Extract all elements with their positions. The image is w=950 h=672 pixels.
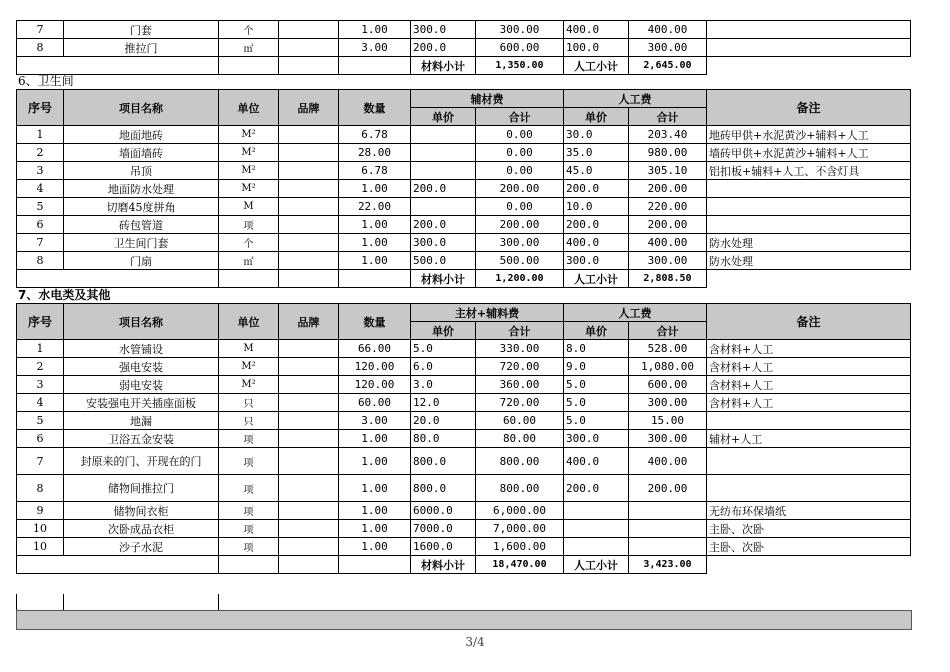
material-unit-price: 500.0 (411, 252, 476, 270)
subtotal-row (17, 270, 911, 288)
material-subtotal-label: 材料小计 (411, 57, 476, 75)
labor-total: 400.00 (629, 234, 707, 252)
material-total: 600.00 (476, 39, 564, 57)
labor-unit-price (564, 538, 629, 556)
item-brand (279, 358, 339, 376)
item-brand (279, 180, 339, 198)
table-row (17, 538, 911, 556)
labor-subtotal-value: 2,645.00 (629, 57, 707, 75)
item-note (707, 198, 911, 216)
table-row (17, 216, 911, 234)
material-total: 0.00 (476, 126, 564, 144)
labor-unit-price: 100.0 (564, 39, 629, 57)
row-number: 6 (17, 216, 64, 234)
item-note: 防水处理 (707, 252, 911, 270)
labor-total: 528.00 (629, 340, 707, 358)
labor-subtotal-label: 人工小计 (564, 556, 629, 574)
header-name: 项目名称 (64, 90, 219, 126)
item-quantity: 3.00 (339, 39, 411, 57)
labor-unit-price: 200.0 (564, 180, 629, 198)
labor-total: 200.00 (629, 475, 707, 502)
section-7-title: 7、水电类及其他 (18, 288, 111, 302)
item-brand (279, 448, 339, 475)
trailing-row-left (16, 594, 219, 610)
table-row (17, 475, 911, 502)
item-quantity: 1.00 (339, 475, 411, 502)
material-total: 800.00 (476, 475, 564, 502)
material-unit-price (411, 198, 476, 216)
item-unit: 个 (219, 234, 279, 252)
item-unit: 项 (219, 538, 279, 556)
labor-total (629, 538, 707, 556)
subtotal-empty-cell (339, 57, 411, 75)
labor-total: 300.00 (629, 430, 707, 448)
item-note (707, 39, 911, 57)
material-subtotal-label: 材料小计 (411, 270, 476, 288)
material-total: 0.00 (476, 162, 564, 180)
item-note: 无纺布环保墙纸 (707, 502, 911, 520)
item-note (707, 216, 911, 234)
item-quantity: 6.78 (339, 126, 411, 144)
labor-subtotal-value: 3,423.00 (629, 556, 707, 574)
labor-total: 300.00 (629, 39, 707, 57)
item-brand (279, 394, 339, 412)
labor-unit-price: 5.0 (564, 412, 629, 430)
item-unit: 只 (219, 394, 279, 412)
material-total: 0.00 (476, 144, 564, 162)
item-brand (279, 198, 339, 216)
material-subtotal-label: 材料小计 (411, 556, 476, 574)
material-total: 300.00 (476, 21, 564, 39)
labor-unit-price (564, 520, 629, 538)
subtotal-empty-cell (279, 556, 339, 574)
item-unit: M² (219, 162, 279, 180)
header-unit: 单位 (219, 90, 279, 126)
labor-subtotal-label: 人工小计 (564, 57, 629, 75)
header-qty: 数量 (339, 304, 411, 340)
row-number: 7 (17, 234, 64, 252)
item-brand (279, 520, 339, 538)
material-total: 500.00 (476, 252, 564, 270)
material-total: 800.00 (476, 448, 564, 475)
subtotal-empty-cell (64, 270, 219, 288)
item-note (707, 448, 911, 475)
header-labor-group: 人工费 (564, 90, 707, 108)
header-material-total: 合计 (476, 322, 564, 340)
labor-subtotal-label: 人工小计 (564, 270, 629, 288)
material-total: 0.00 (476, 198, 564, 216)
labor-unit-price: 30.0 (564, 126, 629, 144)
subtotal-empty-cell (219, 556, 279, 574)
row-number: 3 (17, 376, 64, 394)
subtotal-empty-cell (219, 57, 279, 75)
item-note (707, 21, 911, 39)
item-name: 墙面墙砖 (64, 144, 219, 162)
item-name: 卫浴五金安装 (64, 430, 219, 448)
item-brand (279, 162, 339, 180)
item-name: 安装强电开关插座面板 (64, 394, 219, 412)
row-number: 4 (17, 180, 64, 198)
item-quantity: 1.00 (339, 180, 411, 198)
trailing-row-divider (63, 594, 64, 610)
row-number: 2 (17, 358, 64, 376)
material-total: 360.00 (476, 376, 564, 394)
table-row (17, 448, 911, 475)
header-qty: 数量 (339, 90, 411, 126)
table-row (17, 162, 911, 180)
item-brand (279, 376, 339, 394)
item-quantity: 1.00 (339, 538, 411, 556)
table-header-row (17, 304, 911, 322)
header-material-total: 合计 (476, 108, 564, 126)
item-unit: 只 (219, 412, 279, 430)
item-quantity: 1.00 (339, 21, 411, 39)
top-items-table (16, 20, 911, 75)
item-note: 防水处理 (707, 234, 911, 252)
item-quantity: 1.00 (339, 216, 411, 234)
item-name: 门扇 (64, 252, 219, 270)
table-row (17, 39, 911, 57)
header-labor-total: 合计 (629, 108, 707, 126)
table-row (17, 144, 911, 162)
table-row (17, 502, 911, 520)
subtotal-empty-cell (279, 57, 339, 75)
header-labor-price: 单价 (564, 322, 629, 340)
material-unit-price: 5.0 (411, 340, 476, 358)
item-note: 主卧、次卧 (707, 538, 911, 556)
header-labor-price: 单价 (564, 108, 629, 126)
table-row (17, 340, 911, 358)
labor-unit-price: 300.0 (564, 252, 629, 270)
row-number: 3 (17, 162, 64, 180)
item-note: 辅材+人工 (707, 430, 911, 448)
labor-total (629, 520, 707, 538)
item-name: 切磨45度拼角 (64, 198, 219, 216)
material-unit-price: 1600.0 (411, 538, 476, 556)
header-material-price: 单价 (411, 108, 476, 126)
item-name: 砖包管道 (64, 216, 219, 234)
item-name: 储物间推拉门 (64, 475, 219, 502)
item-brand (279, 126, 339, 144)
row-number: 8 (17, 252, 64, 270)
item-note: 含材料+人工 (707, 340, 911, 358)
item-brand (279, 39, 339, 57)
labor-unit-price (564, 502, 629, 520)
material-unit-price: 20.0 (411, 412, 476, 430)
labor-total: 300.00 (629, 394, 707, 412)
labor-total: 980.00 (629, 144, 707, 162)
header-material-group: 主材+辅料费 (411, 304, 564, 322)
item-note: 主卧、次卧 (707, 520, 911, 538)
item-unit: ㎡ (219, 252, 279, 270)
item-name: 吊顶 (64, 162, 219, 180)
item-unit: 个 (219, 21, 279, 39)
item-brand (279, 234, 339, 252)
material-total: 1,600.00 (476, 538, 564, 556)
item-name: 地漏 (64, 412, 219, 430)
labor-unit-price: 35.0 (564, 144, 629, 162)
header-no: 序号 (17, 304, 64, 340)
table-row (17, 126, 911, 144)
item-unit: M² (219, 180, 279, 198)
table-row (17, 412, 911, 430)
material-unit-price: 200.0 (411, 216, 476, 234)
material-subtotal-value: 1,200.00 (476, 270, 564, 288)
item-brand (279, 252, 339, 270)
subtotal-row (17, 57, 911, 75)
item-name: 地面地砖 (64, 126, 219, 144)
subtotal-empty-cell (279, 270, 339, 288)
item-brand (279, 412, 339, 430)
row-number: 10 (17, 538, 64, 556)
labor-total: 400.00 (629, 21, 707, 39)
table-row (17, 358, 911, 376)
table-row (17, 180, 911, 198)
item-name: 沙子水泥 (64, 538, 219, 556)
row-number: 9 (17, 502, 64, 520)
material-total: 300.00 (476, 234, 564, 252)
item-note: 含材料+人工 (707, 358, 911, 376)
subtotal-note-cell (707, 556, 911, 574)
material-unit-price: 7000.0 (411, 520, 476, 538)
header-note: 备注 (707, 90, 911, 126)
header-material-price: 单价 (411, 322, 476, 340)
labor-total: 300.00 (629, 252, 707, 270)
labor-unit-price: 400.0 (564, 21, 629, 39)
table-row (17, 252, 911, 270)
item-name: 次卧成品衣柜 (64, 520, 219, 538)
row-number: 5 (17, 198, 64, 216)
labor-total (629, 502, 707, 520)
material-unit-price: 800.0 (411, 475, 476, 502)
labor-unit-price: 45.0 (564, 162, 629, 180)
labor-unit-price: 8.0 (564, 340, 629, 358)
material-total: 60.00 (476, 412, 564, 430)
item-quantity: 1.00 (339, 430, 411, 448)
material-unit-price: 300.0 (411, 21, 476, 39)
section-6-title: 6、卫生间 (18, 74, 74, 88)
table-row (17, 376, 911, 394)
item-name: 强电安装 (64, 358, 219, 376)
material-unit-price (411, 162, 476, 180)
material-total: 6,000.00 (476, 502, 564, 520)
labor-total: 1,080.00 (629, 358, 707, 376)
header-brand: 品牌 (279, 90, 339, 126)
item-brand (279, 216, 339, 234)
item-quantity: 1.00 (339, 448, 411, 475)
labor-total: 305.10 (629, 162, 707, 180)
item-brand (279, 21, 339, 39)
item-quantity: 120.00 (339, 358, 411, 376)
table-row (17, 394, 911, 412)
labor-unit-price: 400.0 (564, 448, 629, 475)
labor-total: 15.00 (629, 412, 707, 430)
item-name: 卫生间门套 (64, 234, 219, 252)
header-unit: 单位 (219, 304, 279, 340)
item-quantity: 1.00 (339, 520, 411, 538)
labor-total: 200.00 (629, 180, 707, 198)
item-unit: M² (219, 126, 279, 144)
page-number: 3/4 (465, 635, 485, 649)
item-name: 水管铺设 (64, 340, 219, 358)
subtotal-empty-cell (64, 57, 219, 75)
row-number: 5 (17, 412, 64, 430)
labor-unit-price: 10.0 (564, 198, 629, 216)
material-total: 720.00 (476, 358, 564, 376)
material-total: 330.00 (476, 340, 564, 358)
item-quantity: 1.00 (339, 502, 411, 520)
item-quantity: 1.00 (339, 234, 411, 252)
material-unit-price: 200.0 (411, 180, 476, 198)
table-row (17, 198, 911, 216)
material-unit-price: 200.0 (411, 39, 476, 57)
item-note (707, 180, 911, 198)
row-number: 8 (17, 39, 64, 57)
table-row (17, 430, 911, 448)
item-name: 封原来的门、开现在的门 (64, 448, 219, 475)
item-unit: ㎡ (219, 39, 279, 57)
item-unit: 项 (219, 430, 279, 448)
item-note (707, 412, 911, 430)
material-subtotal-value: 1,350.00 (476, 57, 564, 75)
material-total: 80.00 (476, 430, 564, 448)
material-unit-price: 12.0 (411, 394, 476, 412)
row-number: 4 (17, 394, 64, 412)
material-unit-price (411, 126, 476, 144)
material-unit-price: 6000.0 (411, 502, 476, 520)
item-quantity: 1.00 (339, 252, 411, 270)
item-unit: 项 (219, 216, 279, 234)
material-unit-price: 800.0 (411, 448, 476, 475)
bathroom-items-table (16, 89, 911, 288)
material-unit-price: 80.0 (411, 430, 476, 448)
item-note: 含材料+人工 (707, 376, 911, 394)
subtotal-note-cell (707, 270, 911, 288)
labor-unit-price: 9.0 (564, 358, 629, 376)
labor-total: 220.00 (629, 198, 707, 216)
item-quantity: 28.00 (339, 144, 411, 162)
table-header-row (17, 90, 911, 108)
subtotal-empty-cell (17, 556, 64, 574)
row-number: 8 (17, 475, 64, 502)
labor-total: 203.40 (629, 126, 707, 144)
material-unit-price: 3.0 (411, 376, 476, 394)
subtotal-empty-cell (219, 270, 279, 288)
row-number: 7 (17, 21, 64, 39)
labor-unit-price: 200.0 (564, 216, 629, 234)
item-unit: 项 (219, 448, 279, 475)
item-quantity: 22.00 (339, 198, 411, 216)
labor-unit-price: 5.0 (564, 376, 629, 394)
item-unit: M² (219, 358, 279, 376)
item-brand (279, 475, 339, 502)
item-name: 门套 (64, 21, 219, 39)
item-quantity: 120.00 (339, 376, 411, 394)
labor-unit-price: 400.0 (564, 234, 629, 252)
header-note: 备注 (707, 304, 911, 340)
table-row (17, 520, 911, 538)
item-unit: 项 (219, 502, 279, 520)
material-unit-price: 300.0 (411, 234, 476, 252)
row-number: 7 (17, 448, 64, 475)
material-total: 720.00 (476, 394, 564, 412)
labor-total: 400.00 (629, 448, 707, 475)
subtotal-empty-cell (17, 270, 64, 288)
material-total: 200.00 (476, 216, 564, 234)
item-brand (279, 430, 339, 448)
item-name: 弱电安装 (64, 376, 219, 394)
row-number: 2 (17, 144, 64, 162)
row-number: 10 (17, 520, 64, 538)
item-brand (279, 502, 339, 520)
material-total: 7,000.00 (476, 520, 564, 538)
material-unit-price: 6.0 (411, 358, 476, 376)
table-row (17, 21, 911, 39)
labor-unit-price: 5.0 (564, 394, 629, 412)
subtotal-note-cell (707, 57, 911, 75)
header-labor-group: 人工费 (564, 304, 707, 322)
item-name: 推拉门 (64, 39, 219, 57)
item-brand (279, 538, 339, 556)
row-number: 1 (17, 126, 64, 144)
labor-subtotal-value: 2,808.50 (629, 270, 707, 288)
subtotal-empty-cell (339, 270, 411, 288)
item-note: 墙砖甲供+水泥黄沙+辅料+人工 (707, 144, 911, 162)
item-unit: 项 (219, 520, 279, 538)
labor-unit-price: 200.0 (564, 475, 629, 502)
subtotal-empty-cell (64, 556, 219, 574)
item-brand (279, 340, 339, 358)
subtotal-row (17, 556, 911, 574)
item-name: 地面防水处理 (64, 180, 219, 198)
row-number: 6 (17, 430, 64, 448)
subtotal-empty-cell (339, 556, 411, 574)
item-quantity: 60.00 (339, 394, 411, 412)
item-unit: M (219, 198, 279, 216)
row-number: 1 (17, 340, 64, 358)
item-name: 储物间衣柜 (64, 502, 219, 520)
header-labor-total: 合计 (629, 322, 707, 340)
item-quantity: 66.00 (339, 340, 411, 358)
footer-gray-bar (16, 610, 912, 630)
table-row (17, 234, 911, 252)
material-subtotal-value: 18,470.00 (476, 556, 564, 574)
item-brand (279, 144, 339, 162)
utilities-items-table (16, 303, 911, 574)
labor-total: 600.00 (629, 376, 707, 394)
item-note: 地砖甲供+水泥黄沙+辅料+人工 (707, 126, 911, 144)
header-material-group: 辅材费 (411, 90, 564, 108)
item-note: 铝扣板+辅料+人工、不含灯具 (707, 162, 911, 180)
item-unit: M (219, 340, 279, 358)
item-unit: M² (219, 144, 279, 162)
material-total: 200.00 (476, 180, 564, 198)
labor-total: 200.00 (629, 216, 707, 234)
item-quantity: 6.78 (339, 162, 411, 180)
labor-unit-price: 300.0 (564, 430, 629, 448)
item-unit: M² (219, 376, 279, 394)
item-note (707, 475, 911, 502)
item-note: 含材料+人工 (707, 394, 911, 412)
header-brand: 品牌 (279, 304, 339, 340)
header-name: 项目名称 (64, 304, 219, 340)
header-no: 序号 (17, 90, 64, 126)
material-unit-price (411, 144, 476, 162)
item-unit: 项 (219, 475, 279, 502)
item-quantity: 3.00 (339, 412, 411, 430)
